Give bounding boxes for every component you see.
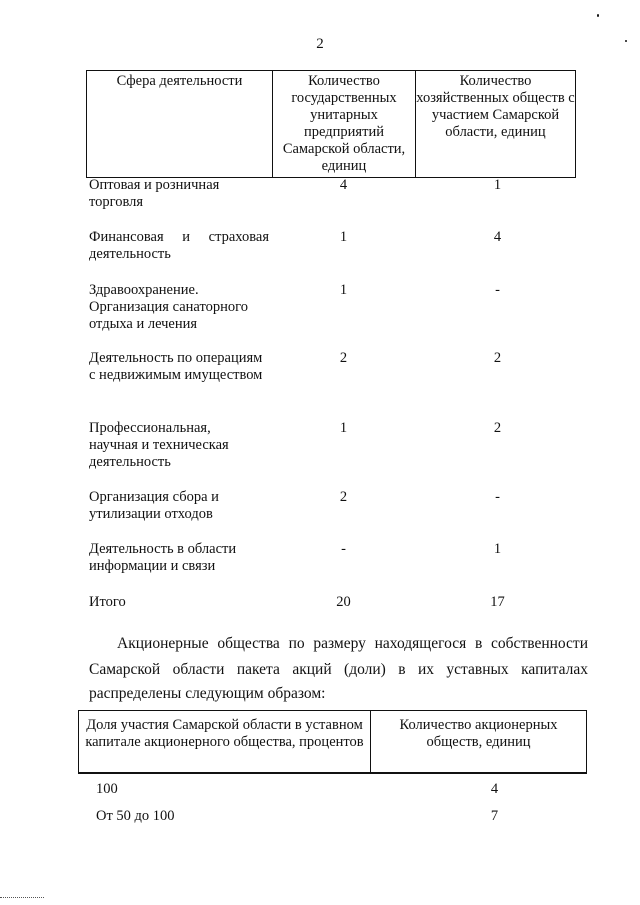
jsc-count-cell: 1 xyxy=(493,177,502,193)
gup-count-cell: 1 xyxy=(339,282,348,298)
gup-count-cell: 2 xyxy=(339,350,348,366)
gup-count-cell: 1 xyxy=(339,229,348,245)
paragraph-line: распределены следующим образом: xyxy=(89,685,326,702)
page-number: 2 xyxy=(316,36,324,52)
sphere-cell: Деятельность по операциям с недвижимым имуществом xyxy=(89,350,263,383)
gup-total-cell: 20 xyxy=(336,594,351,610)
gup-count-cell: 4 xyxy=(339,177,348,193)
total-label: Итого xyxy=(89,594,126,610)
share-cell: 100 xyxy=(96,781,118,797)
jsc-count-cell: 1 xyxy=(493,541,502,557)
jsc-count-cell: 2 xyxy=(493,350,502,366)
table2-header-count: Количество акционерных обществ, единиц xyxy=(399,717,558,750)
gup-count-cell: 2 xyxy=(339,489,348,505)
sphere-cell xyxy=(89,229,269,263)
paragraph-line: Самарской области пакета акций (доли) в их уставных капиталах xyxy=(89,661,588,678)
sphere-cell: Оптовая и розничная торговля xyxy=(89,177,220,210)
jsc-count-cell: - xyxy=(495,282,500,298)
jsc-total-cell: 17 xyxy=(490,594,505,610)
paragraph-line: Акционерные общества по размеру находящегося в собственности xyxy=(117,635,588,652)
table1-header xyxy=(86,70,576,178)
jsc-count-cell: - xyxy=(495,489,500,505)
jsc-count-cell: 4 xyxy=(493,229,502,245)
table1-header-jsc-count: Количество хозяйственных обществ с участием Самарской области, единиц xyxy=(416,73,575,140)
table2-header-share: Доля участия Самарской области в уставном капитале акционерного общества, процентов xyxy=(79,711,371,772)
scan-edge-mark xyxy=(0,897,44,898)
sphere-text: Финансовая и страховая деятельность xyxy=(89,229,269,262)
jsc-count-cell: 2 xyxy=(493,420,502,436)
sphere-cell: Деятельность в области информации и связи xyxy=(89,541,237,574)
share-cell: От 50 до 100 xyxy=(96,808,175,824)
sphere-cell: Организация сбора и утилизации отходов xyxy=(89,489,219,522)
table1-header-gup-count: Количество государственных унитарных предприятий Самарской области, единиц xyxy=(273,71,416,177)
scan-speck xyxy=(597,14,599,17)
gup-count-cell: - xyxy=(341,541,346,557)
count-cell: 4 xyxy=(490,781,499,797)
table1-header-sphere: Сфера деятельности xyxy=(87,71,273,177)
table2-header xyxy=(78,710,587,774)
gup-count-cell: 1 xyxy=(339,420,348,436)
count-cell: 7 xyxy=(490,808,499,824)
sphere-cell: Профессиональная, научная и техническая деятельность xyxy=(89,420,229,470)
sphere-cell: Здравоохранение. Организация санаторного отдыха и лечения xyxy=(89,282,248,332)
